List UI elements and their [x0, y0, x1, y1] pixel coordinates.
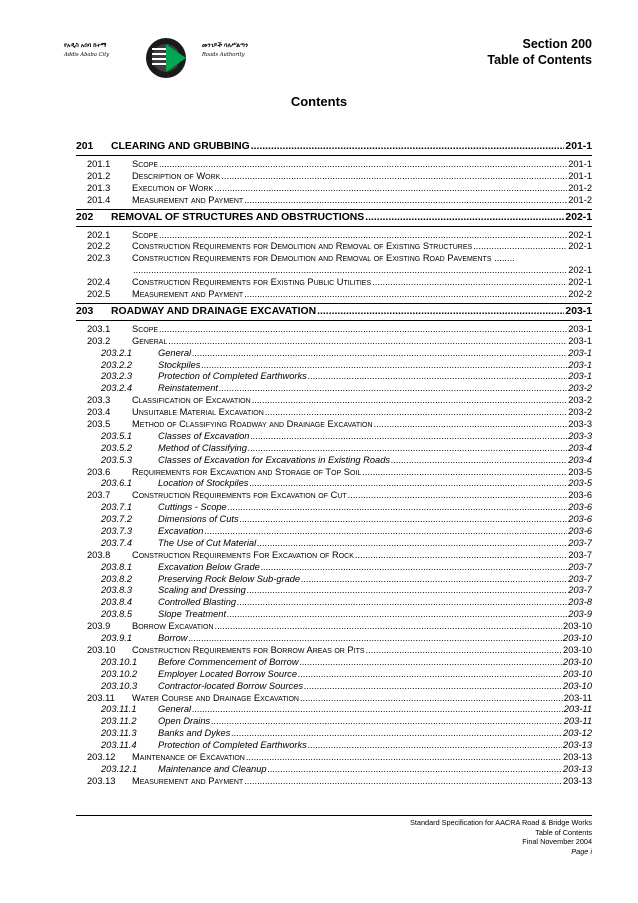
toc-entry-title: Before Commencement of Borrow	[158, 656, 299, 667]
toc-subsection-entry[interactable]	[76, 241, 592, 253]
toc-subsubsection-entry[interactable]	[76, 609, 592, 621]
section-subtitle: Table of Contents	[487, 52, 592, 67]
toc-section-entry[interactable]	[76, 303, 592, 321]
toc-subsubsection-entry[interactable]	[76, 657, 592, 669]
toc-entry-page: 203-2	[568, 395, 592, 406]
toc-entry-page: 203-11	[563, 716, 592, 727]
toc-entry-title: General	[158, 347, 192, 358]
toc-entry-number: 202.1	[87, 229, 111, 240]
toc-dot-leader	[308, 740, 562, 752]
toc-entry-title: Construction Requirements for Excavation of Cut	[132, 490, 347, 501]
toc-dot-leader	[227, 609, 567, 621]
toc-entry-title: Execution of Work	[132, 182, 214, 193]
toc-entry-number: 203.10.2	[101, 668, 138, 679]
toc-entry-number: 203.7.1	[101, 502, 133, 513]
toc-subsubsection-entry[interactable]	[76, 455, 592, 467]
toc-entry-page: 203-8	[568, 597, 592, 608]
toc-entry-number: 203.12	[87, 751, 116, 762]
toc-entry-number: 203.11.4	[101, 740, 137, 751]
toc-entry-number: 203.9.1	[101, 633, 133, 644]
toc-subsection-entry[interactable]	[76, 467, 592, 479]
toc-entry-title: The Use of Cut Material	[158, 537, 257, 548]
toc-dot-leader	[348, 490, 568, 502]
toc-subsection-entry[interactable]	[76, 171, 592, 183]
toc-subsubsection-entry[interactable]	[76, 728, 592, 740]
toc-entry-page: 203-7	[568, 537, 592, 548]
toc-entry-title: Classes of Excavation for Excavations in Existing Roads	[158, 454, 391, 465]
toc-entry-number: 203.8.3	[101, 585, 133, 596]
toc-entry-title: Description of Work	[132, 170, 221, 181]
page-title: Contents	[290, 94, 348, 109]
toc-entry-number: 203.7.3	[101, 526, 133, 537]
toc-entry-page: 203-1	[565, 305, 592, 317]
footer-date: Final November 2004	[522, 837, 592, 846]
toc-entry-page: 203-12	[563, 728, 592, 739]
toc-entry-page: 201-2	[568, 194, 592, 205]
toc-entry-number: 203.10.1	[101, 656, 138, 667]
toc-dot-leader	[250, 431, 567, 443]
toc-entry-number: 203.4	[87, 407, 111, 418]
header-logos	[64, 36, 284, 80]
toc-subsubsection-entry[interactable]	[76, 538, 592, 550]
toc-entry-number: 203.9	[87, 621, 111, 632]
toc-entry-number: 203.8.2	[101, 573, 133, 584]
toc-subsection-entry[interactable]	[76, 621, 592, 633]
toc-entry-number: 202.3	[87, 253, 111, 264]
toc-entry-page: 203-5	[568, 478, 592, 489]
toc-entry-number: 203.11.1	[101, 704, 137, 715]
toc-entry-page: 203-6	[568, 490, 592, 501]
toc-entry-title: Unsuitable Material Excavation	[132, 407, 264, 418]
toc-entry-title: Scope	[132, 159, 159, 169]
toc-entry-page: 203-13	[563, 740, 592, 751]
toc-subsubsection-entry[interactable]	[76, 371, 592, 383]
toc-entry-title: Dimensions of Cuts	[158, 514, 239, 525]
toc-dot-leader	[159, 159, 567, 171]
toc-dot-leader	[317, 304, 564, 320]
toc-entry-title: Reinstatement	[158, 383, 218, 394]
toc-entry-title: ROADWAY AND DRAINAGE EXCAVATION	[111, 305, 317, 317]
toc-entry-page: 203-10	[563, 656, 592, 667]
toc-dot-leader	[211, 716, 563, 728]
toc-entry-page: 203-7	[568, 585, 592, 596]
toc-dot-leader	[261, 562, 567, 574]
toc-entry-title: Construction Requirements For Excavation of Rock	[132, 549, 354, 560]
toc-dot-leader	[192, 704, 563, 716]
toc-entry-title: Construction Requirements for Borrow Areas or Pits	[132, 644, 365, 655]
toc-subsection-entry[interactable]	[76, 752, 592, 764]
toc-entry-number: 203	[76, 305, 94, 317]
toc-subsubsection-entry[interactable]	[76, 597, 592, 609]
toc-entry-page: 203-4	[568, 442, 592, 453]
toc-dot-leader	[249, 478, 567, 490]
toc-dot-leader	[214, 183, 567, 195]
aacra-emblem-icon	[144, 36, 188, 80]
toc-dot-leader	[251, 139, 565, 155]
toc-entry-title: Stockpiles	[158, 359, 201, 370]
toc-entry-number: 203.2.3	[101, 371, 133, 382]
toc-entry-number: 203.10	[87, 644, 116, 655]
city-amharic-text: የአዲስ አበባ ከተማ	[64, 42, 107, 49]
toc-entry-page: 201-2	[568, 182, 592, 193]
toc-entry-page: 203-7	[568, 561, 592, 572]
toc-subsubsection-entry[interactable]	[76, 526, 592, 538]
toc-dot-leader	[265, 407, 567, 419]
toc-subsection-entry[interactable]	[76, 324, 592, 336]
toc-subsubsection-entry[interactable]	[76, 443, 592, 455]
footer-divider	[76, 815, 592, 816]
toc-dot-leader	[248, 443, 567, 455]
toc-entry-number: 201	[76, 141, 94, 152]
toc-subsubsection-entry[interactable]	[76, 360, 592, 372]
toc-dot-leader	[215, 621, 563, 633]
toc-entry-page: 202-1	[568, 265, 592, 276]
toc-entry-number: 203.7.2	[101, 514, 133, 525]
toc-subsection-entry[interactable]	[76, 230, 592, 242]
footer-spec-title: Standard Specification for AACRA Road & Bridge Works	[410, 818, 592, 827]
toc-entry-number: 201.2	[87, 170, 111, 181]
toc-entry-page: 203-6	[568, 526, 592, 537]
toc-entry-title: Method of Classifying Roadway and Drainage Excavation	[132, 419, 373, 430]
table-of-contents	[76, 139, 592, 788]
toc-entry-number: 203.6	[87, 466, 111, 477]
toc-entry-page: 203-3	[568, 430, 592, 441]
toc-dot-leader	[244, 776, 562, 788]
toc-dot-leader	[362, 467, 567, 479]
toc-entry-page: 203-6	[568, 514, 592, 525]
toc-dot-leader	[204, 526, 567, 538]
page-footer	[410, 818, 592, 856]
toc-entry-title: Maintenance and Cleanup	[158, 763, 267, 774]
toc-entry-number: 203.12.1	[101, 763, 138, 774]
toc-dot-leader	[308, 371, 567, 383]
toc-entry-page: 203-9	[568, 609, 592, 620]
toc-entry-number: 202.4	[87, 277, 111, 288]
toc-subsubsection-entry[interactable]	[76, 502, 592, 514]
toc-dot-leader	[473, 241, 567, 253]
toc-subsubsection-entry[interactable]	[76, 740, 592, 752]
toc-entry-page: 203-6	[568, 502, 592, 513]
toc-entry-number: 203.8	[87, 549, 111, 560]
toc-subsection-entry[interactable]	[76, 693, 592, 705]
toc-entry-number: 203.8.5	[101, 609, 133, 620]
toc-entry-title: Construction Requirements for Existing Public Utilities	[132, 277, 372, 288]
toc-subsubsection-entry[interactable]	[76, 478, 592, 490]
toc-entry-page: 201-1	[568, 159, 592, 169]
toc-entry-number: 203.5.3	[101, 454, 133, 465]
toc-entry-page: 203-10	[563, 668, 592, 679]
toc-entry-page: 203-1	[568, 323, 592, 334]
toc-subsection-entry[interactable]	[76, 183, 592, 195]
toc-subsubsection-entry[interactable]	[76, 633, 592, 645]
toc-subsubsection-entry[interactable]	[76, 514, 592, 526]
toc-entry-number: 201.3	[87, 182, 111, 193]
toc-entry-page: 201-1	[568, 170, 592, 181]
toc-entry-title: Requirements for Excavation and Storage of Top Soil	[132, 466, 362, 477]
toc-dot-leader	[188, 633, 562, 645]
toc-entry-number: 203.5.2	[101, 442, 133, 453]
toc-entry-title: Controlled Blasting	[158, 597, 237, 608]
toc-entry-number: 203.6.1	[101, 478, 133, 489]
toc-entry-title: Location of Stockpiles	[158, 478, 249, 489]
toc-subsubsection-entry[interactable]	[76, 574, 592, 586]
toc-entry-page: 203-7	[568, 549, 592, 560]
section-number: Section 200	[522, 37, 592, 51]
toc-dot-leader	[391, 455, 567, 467]
toc-dot-leader	[365, 210, 564, 226]
toc-entry-title: Borrow	[158, 633, 188, 644]
toc-entry-title: Borrow Excavation	[132, 621, 214, 632]
toc-entry-number: 201.4	[87, 194, 111, 205]
toc-subsubsection-entry[interactable]	[76, 431, 592, 443]
toc-dot-leader	[159, 230, 567, 242]
toc-entry-title: Employer Located Borrow Source	[158, 668, 298, 679]
authority-amharic-text: መንገዶች ባለሥልጣን	[202, 42, 248, 49]
toc-entry-number: 203.10.3	[101, 680, 138, 691]
toc-entry-number: 201.1	[87, 159, 111, 169]
toc-entry-number: 203.7.4	[101, 537, 133, 548]
toc-entry-page: 203-10	[563, 644, 592, 655]
toc-entry-page: 202-1	[568, 229, 592, 240]
toc-entry-page: 203-4	[568, 454, 592, 465]
toc-entry-title: Scope	[132, 323, 159, 334]
toc-entry-number: 203.11.2	[101, 716, 137, 727]
toc-entry-title: Measurement and Payment	[132, 775, 244, 786]
section-heading	[487, 37, 592, 68]
toc-subsection-entry[interactable]	[76, 289, 592, 301]
toc-entry-page: 203-1	[568, 347, 592, 358]
toc-entry-title: Preserving Rock Below Sub-grade	[158, 573, 301, 584]
toc-entry-title: Water Course and Drainage Excavation	[132, 692, 299, 703]
toc-entry-number: 203.2	[87, 335, 111, 346]
toc-subsection-entry[interactable]	[76, 253, 592, 265]
toc-entry-title: Banks and Dykes	[158, 728, 231, 739]
toc-subsubsection-entry[interactable]	[76, 586, 592, 598]
toc-entry-title: Maintenance of Excavation	[132, 751, 245, 762]
toc-entry-number: 203.1	[87, 323, 111, 334]
toc-entry-title: CLEARING AND GRUBBING	[111, 141, 250, 152]
toc-dot-leader	[192, 348, 567, 360]
toc-entry-number: 203.8.4	[101, 597, 133, 608]
toc-entry-title: Excavation	[158, 526, 204, 537]
toc-dot-leader	[221, 171, 567, 183]
toc-subsection-entry[interactable]	[76, 195, 592, 207]
toc-subsection-entry[interactable]	[76, 645, 592, 657]
toc-entry-page: 203-10	[563, 633, 592, 644]
toc-entry-title: Protection of Completed Earthworks	[158, 740, 307, 751]
toc-dot-leader	[231, 728, 562, 740]
toc-entry-number: 203.3	[87, 395, 111, 406]
toc-entry-page: 203-13	[563, 751, 592, 762]
toc-entry-title: Open Drains	[158, 716, 211, 727]
toc-entry-page: 203-7	[568, 573, 592, 584]
footer-page-number: Page i	[571, 846, 592, 856]
toc-subsection-entry[interactable]	[76, 395, 592, 407]
toc-dot-leader	[247, 586, 567, 598]
toc-entry-page: 203-5	[568, 466, 592, 477]
toc-subsection-entry[interactable]	[76, 490, 592, 502]
toc-dot-leader	[244, 195, 567, 207]
toc-entry-title: Protection of Completed Earthworks	[158, 371, 307, 382]
toc-entry-page: 203-10	[563, 680, 592, 691]
toc-dot-leader	[268, 764, 563, 776]
toc-dot-leader	[159, 324, 567, 336]
footer-section-label: Table of Contents	[535, 827, 592, 837]
toc-entry-title: Excavation Below Grade	[158, 561, 260, 572]
toc-dot-leader	[355, 550, 567, 562]
toc-subsection-entry[interactable]	[76, 550, 592, 562]
toc-entry-number: 203.5	[87, 419, 111, 430]
toc-dot-leader	[300, 657, 563, 669]
authority-english-text: Roads Authority	[202, 52, 245, 58]
toc-entry-title: Slope Treatment	[158, 609, 227, 620]
toc-section-entry[interactable]	[76, 139, 592, 156]
toc-entry-title: Scaling and Dressing	[158, 585, 246, 596]
toc-entry-number: 202	[76, 211, 94, 223]
toc-entry-page: 203-13	[563, 763, 592, 774]
toc-subsubsection-entry[interactable]	[76, 716, 592, 728]
toc-subsubsection-entry[interactable]	[76, 562, 592, 574]
toc-subsection-entry[interactable]	[76, 407, 592, 419]
toc-dot-leader	[300, 693, 563, 705]
toc-entry-page: 202-2	[568, 289, 592, 299]
toc-subsection-entry[interactable]	[76, 159, 592, 171]
toc-dot-leader	[228, 502, 567, 514]
toc-dot-leader	[257, 538, 567, 550]
toc-entry-title: Scope	[132, 229, 159, 240]
toc-entry-page: 203-1	[568, 371, 592, 382]
toc-entry-number: 203.5.1	[101, 430, 133, 441]
toc-entry-title: Contractor-located Borrow Sources	[158, 680, 304, 691]
toc-dot-leader	[237, 597, 567, 609]
toc-entry-page: 203-10	[563, 621, 592, 632]
toc-dot-leader	[133, 265, 567, 277]
toc-subsection-entry[interactable]	[76, 419, 592, 431]
toc-dot-leader	[374, 419, 568, 431]
toc-entry-title: Method of Classifying	[158, 442, 247, 453]
toc-entry-title: Classes of Excavation	[158, 430, 250, 441]
toc-dot-leader	[301, 574, 567, 586]
toc-entry-page: 203-3	[568, 419, 592, 430]
toc-subsection-entry[interactable]	[76, 776, 592, 788]
toc-entry-title: Measurement and Payment	[132, 194, 244, 205]
toc-entry-number: 203.2.1	[101, 347, 133, 358]
toc-entry-page: 202-1	[568, 277, 592, 288]
toc-subsubsection-entry[interactable]	[76, 764, 592, 776]
toc-entry-number: 202.5	[87, 289, 111, 299]
toc-subsection-entry[interactable]	[76, 277, 592, 289]
toc-entry-page: 203-11	[563, 692, 592, 703]
toc-entry-number: 203.2.4	[101, 383, 133, 394]
toc-subsubsection-entry[interactable]	[76, 383, 592, 395]
toc-entry-page: 203-2	[568, 407, 592, 418]
toc-dot-leader	[219, 383, 567, 395]
toc-dot-leader	[366, 645, 563, 657]
toc-entry-number: 202.2	[87, 241, 111, 252]
toc-entry-number: 203.13	[87, 775, 116, 786]
toc-dot-leader	[244, 289, 567, 301]
toc-entry-page: 203-2	[568, 383, 592, 394]
toc-dot-leader	[201, 360, 567, 372]
toc-entry-page: 203-11	[563, 704, 592, 715]
toc-entry-page: 203-1	[568, 335, 592, 346]
toc-entry-number: 203.11.3	[101, 728, 137, 739]
toc-dot-leader	[246, 752, 562, 764]
city-english-text: Addis Ababa City	[64, 52, 110, 58]
toc-entry-title: Measurement and Payment	[132, 289, 244, 299]
toc-entry-page: 203-13	[563, 775, 592, 786]
toc-entry-title: Construction Requirements for Demolition and Removal of Existing Structures	[132, 241, 473, 252]
toc-dot-leader	[168, 336, 567, 348]
toc-entry-page: 202-1	[568, 241, 592, 252]
toc-entry-number: 203.11	[87, 692, 115, 703]
toc-dot-leader	[372, 277, 567, 289]
toc-dot-leader	[304, 681, 562, 693]
toc-entry-title: General	[158, 704, 192, 715]
toc-entry-title: Classification of Excavation	[132, 395, 251, 406]
toc-subsection-entry[interactable]	[76, 336, 592, 348]
toc-entry-title: General	[132, 335, 168, 346]
toc-entry-number: 203.7	[87, 490, 111, 501]
toc-entry-title: Cuttings - Scope	[158, 502, 227, 513]
toc-dot-leader	[298, 669, 562, 681]
toc-dot-leader	[252, 395, 568, 407]
toc-entry-title: REMOVAL OF STRUCTURES AND OBSTRUCTIONS	[111, 211, 365, 223]
toc-entry-page: 202-1	[565, 211, 592, 223]
toc-entry-page: 201-1	[565, 141, 592, 152]
toc-subsubsection-entry[interactable]	[76, 348, 592, 360]
toc-dot-leader	[240, 514, 568, 526]
toc-continuation-line[interactable]	[76, 265, 592, 277]
toc-subsubsection-entry[interactable]	[76, 704, 592, 716]
toc-entry-title: Construction Requirements for Demolition and Removal of Existing Road Pavements ........	[132, 253, 515, 264]
toc-section-entry[interactable]	[76, 209, 592, 227]
toc-entry-page: 203-1	[568, 359, 592, 370]
toc-subsubsection-entry[interactable]	[76, 681, 592, 693]
toc-entry-number: 203.2.2	[101, 359, 133, 370]
toc-entry-number: 203.8.1	[101, 561, 133, 572]
toc-subsubsection-entry[interactable]	[76, 669, 592, 681]
